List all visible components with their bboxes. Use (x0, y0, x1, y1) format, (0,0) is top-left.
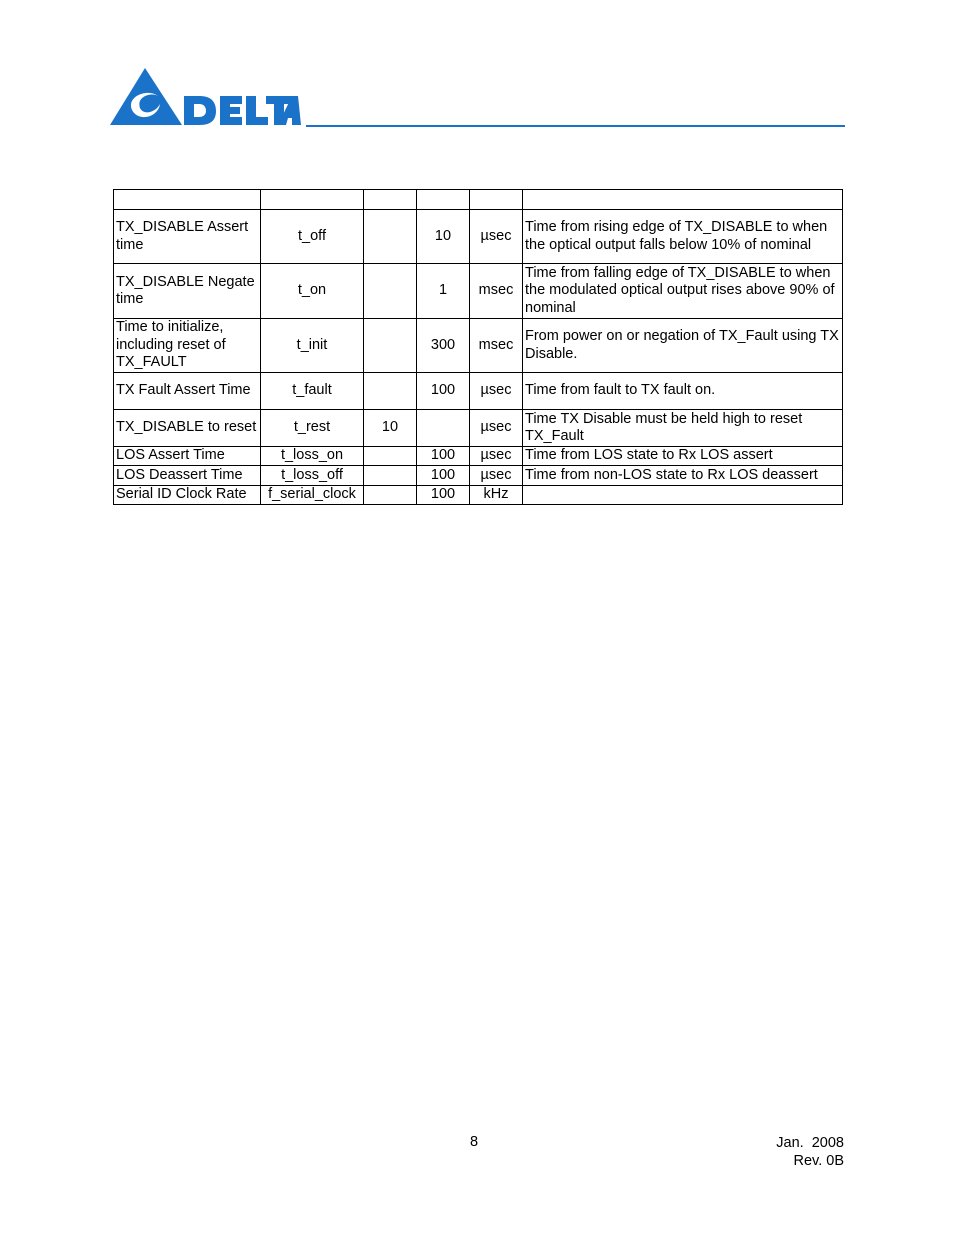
cell-unit: µsec (470, 447, 523, 466)
cell-unit: kHz (470, 486, 523, 505)
cell-condition (523, 486, 843, 505)
cell-min: 10 (364, 410, 417, 447)
cell-symbol (261, 190, 364, 210)
cell-symbol: t_loss_off (261, 466, 364, 486)
cell-condition: Time TX Disable must be held high to reset TX_Fault (523, 410, 843, 447)
cell-min (364, 319, 417, 373)
cell-condition: Time from LOS state to Rx LOS assert (523, 447, 843, 466)
table-row (114, 319, 843, 373)
cell-max: 10 (417, 210, 470, 264)
footer-revision: Rev. 0B (793, 1153, 844, 1169)
delta-logo (108, 66, 303, 128)
timing-spec-table (113, 189, 843, 505)
table-row (114, 486, 843, 505)
table-row (114, 264, 843, 319)
cell-max: 1 (417, 264, 470, 319)
cell-condition: From power on or negation of TX_Fault using TX Disable. (523, 319, 843, 373)
cell-symbol: t_fault (261, 373, 364, 410)
footer-meta (776, 1134, 844, 1170)
table-row (114, 410, 843, 447)
cell-min (364, 466, 417, 486)
cell-max: 100 (417, 373, 470, 410)
logo-wordmark (184, 96, 301, 125)
cell-parameter: TX_DISABLE Negate time (114, 264, 261, 319)
cell-max: 100 (417, 486, 470, 505)
cell-unit: µsec (470, 466, 523, 486)
cell-min (364, 264, 417, 319)
table-row (114, 373, 843, 410)
cell-min (364, 373, 417, 410)
cell-parameter: Serial ID Clock Rate (114, 486, 261, 505)
cell-symbol: t_on (261, 264, 364, 319)
table-row (114, 210, 843, 264)
cell-max: 300 (417, 319, 470, 373)
cell-parameter (114, 190, 261, 210)
cell-unit: µsec (470, 373, 523, 410)
cell-unit: µsec (470, 210, 523, 264)
table-row (114, 466, 843, 486)
header-rule (306, 125, 845, 127)
cell-min (364, 447, 417, 466)
table-row (114, 447, 843, 466)
page-number: 8 (469, 1134, 479, 1150)
cell-condition (523, 190, 843, 210)
cell-max: 100 (417, 466, 470, 486)
cell-symbol: f_serial_clock (261, 486, 364, 505)
footer-date: Jan. 2008 (776, 1135, 844, 1151)
cell-symbol: t_off (261, 210, 364, 264)
cell-max (417, 410, 470, 447)
cell-symbol: t_init (261, 319, 364, 373)
cell-unit: msec (470, 319, 523, 373)
cell-unit (470, 190, 523, 210)
cell-max (417, 190, 470, 210)
table-row (114, 190, 843, 210)
cell-parameter: LOS Assert Time (114, 447, 261, 466)
cell-condition: Time from rising edge of TX_DISABLE to when the optical output falls below 10% of nominal (523, 210, 843, 264)
cell-min (364, 190, 417, 210)
cell-min (364, 486, 417, 505)
cell-parameter: TX_DISABLE to reset (114, 410, 261, 447)
cell-parameter: TX_DISABLE Assert time (114, 210, 261, 264)
cell-unit: µsec (470, 410, 523, 447)
cell-parameter: LOS Deassert Time (114, 466, 261, 486)
cell-condition: Time from non-LOS state to Rx LOS deassert (523, 466, 843, 486)
cell-symbol: t_loss_on (261, 447, 364, 466)
cell-unit: msec (470, 264, 523, 319)
cell-parameter: Time to initialize, including reset of TX_FAULT (114, 319, 261, 373)
cell-max: 100 (417, 447, 470, 466)
cell-min (364, 210, 417, 264)
cell-parameter: TX Fault Assert Time (114, 373, 261, 410)
cell-condition: Time from fault to TX fault on. (523, 373, 843, 410)
cell-symbol: t_rest (261, 410, 364, 447)
cell-condition: Time from falling edge of TX_DISABLE to when the modulated optical output rises above 90% of nominal (523, 264, 843, 319)
